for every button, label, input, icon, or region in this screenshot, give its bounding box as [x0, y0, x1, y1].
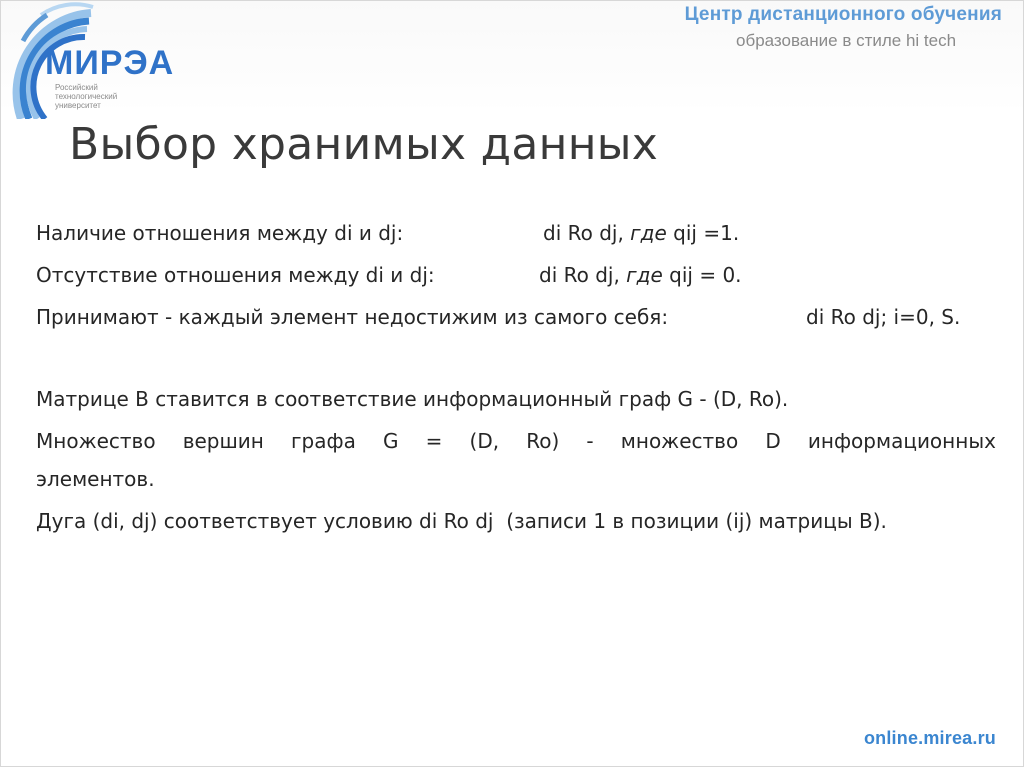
footer-url: online.mirea.ru [863, 728, 996, 748]
paragraph-word: множество [620, 429, 739, 453]
logo-subtitle-line: университет [55, 101, 101, 110]
paragraph-vertices-line [36, 427, 996, 455]
relation-line-self [36, 303, 668, 331]
logo-subtitle-line: технологический [55, 92, 118, 101]
relation-formula [806, 303, 960, 331]
paragraph-word: Ro) [526, 429, 560, 453]
relation-formula [539, 261, 742, 289]
paragraph-vertices-end: элементов. [36, 467, 155, 491]
paragraph-word: G [382, 429, 399, 453]
formula-italic: где [630, 221, 667, 245]
relation-line-absent [36, 261, 435, 289]
paragraph-word: D [765, 429, 781, 453]
formula-plain: di Ro dj; i=0, S. [806, 305, 961, 329]
logo-subtitle [55, 83, 117, 110]
paragraph-word: - [586, 429, 594, 453]
formula-plain: di Ro dj, [539, 263, 620, 287]
paragraph-word: вершин [182, 429, 264, 453]
paragraph-word: информационных [807, 429, 996, 453]
formula-tail: qij =1. [673, 221, 740, 245]
logo-subtitle-line: Российский [55, 83, 98, 92]
paragraph-word: Множество [36, 429, 156, 453]
paragraph-word: = [425, 429, 443, 453]
relation-line-present [36, 219, 403, 247]
formula-plain: di Ro dj, [543, 221, 624, 245]
paragraph-word: (D, [469, 429, 500, 453]
paragraph-word: графа [291, 429, 356, 453]
slide-title: Выбор хранимых данных [69, 119, 659, 170]
center-name: Центр дистанционного обучения [684, 4, 1002, 25]
paragraph-graph: Матрице B ставится в соответствие информационный граф G - (D, Ro). [36, 387, 789, 411]
center-slogan: образование в стиле hi tech [736, 31, 957, 50]
relation-label: Отсутствие отношения между di и dj: [36, 263, 435, 287]
formula-italic: где [626, 263, 663, 287]
mirea-logo [1, 1, 181, 119]
formula-tail: qij = 0. [669, 263, 742, 287]
paragraph-arc: Дуга (di, dj) соответствует условию di Ro dj (записи 1 в позиции (ij) матрицы B). [36, 509, 887, 533]
logo-wordmark: МИРЭА [45, 44, 175, 82]
relation-label: Наличие отношения между di и dj: [36, 221, 404, 245]
relation-label: Принимают - каждый элемент недостижим из самого себя: [36, 305, 669, 329]
relation-formula [543, 219, 739, 247]
